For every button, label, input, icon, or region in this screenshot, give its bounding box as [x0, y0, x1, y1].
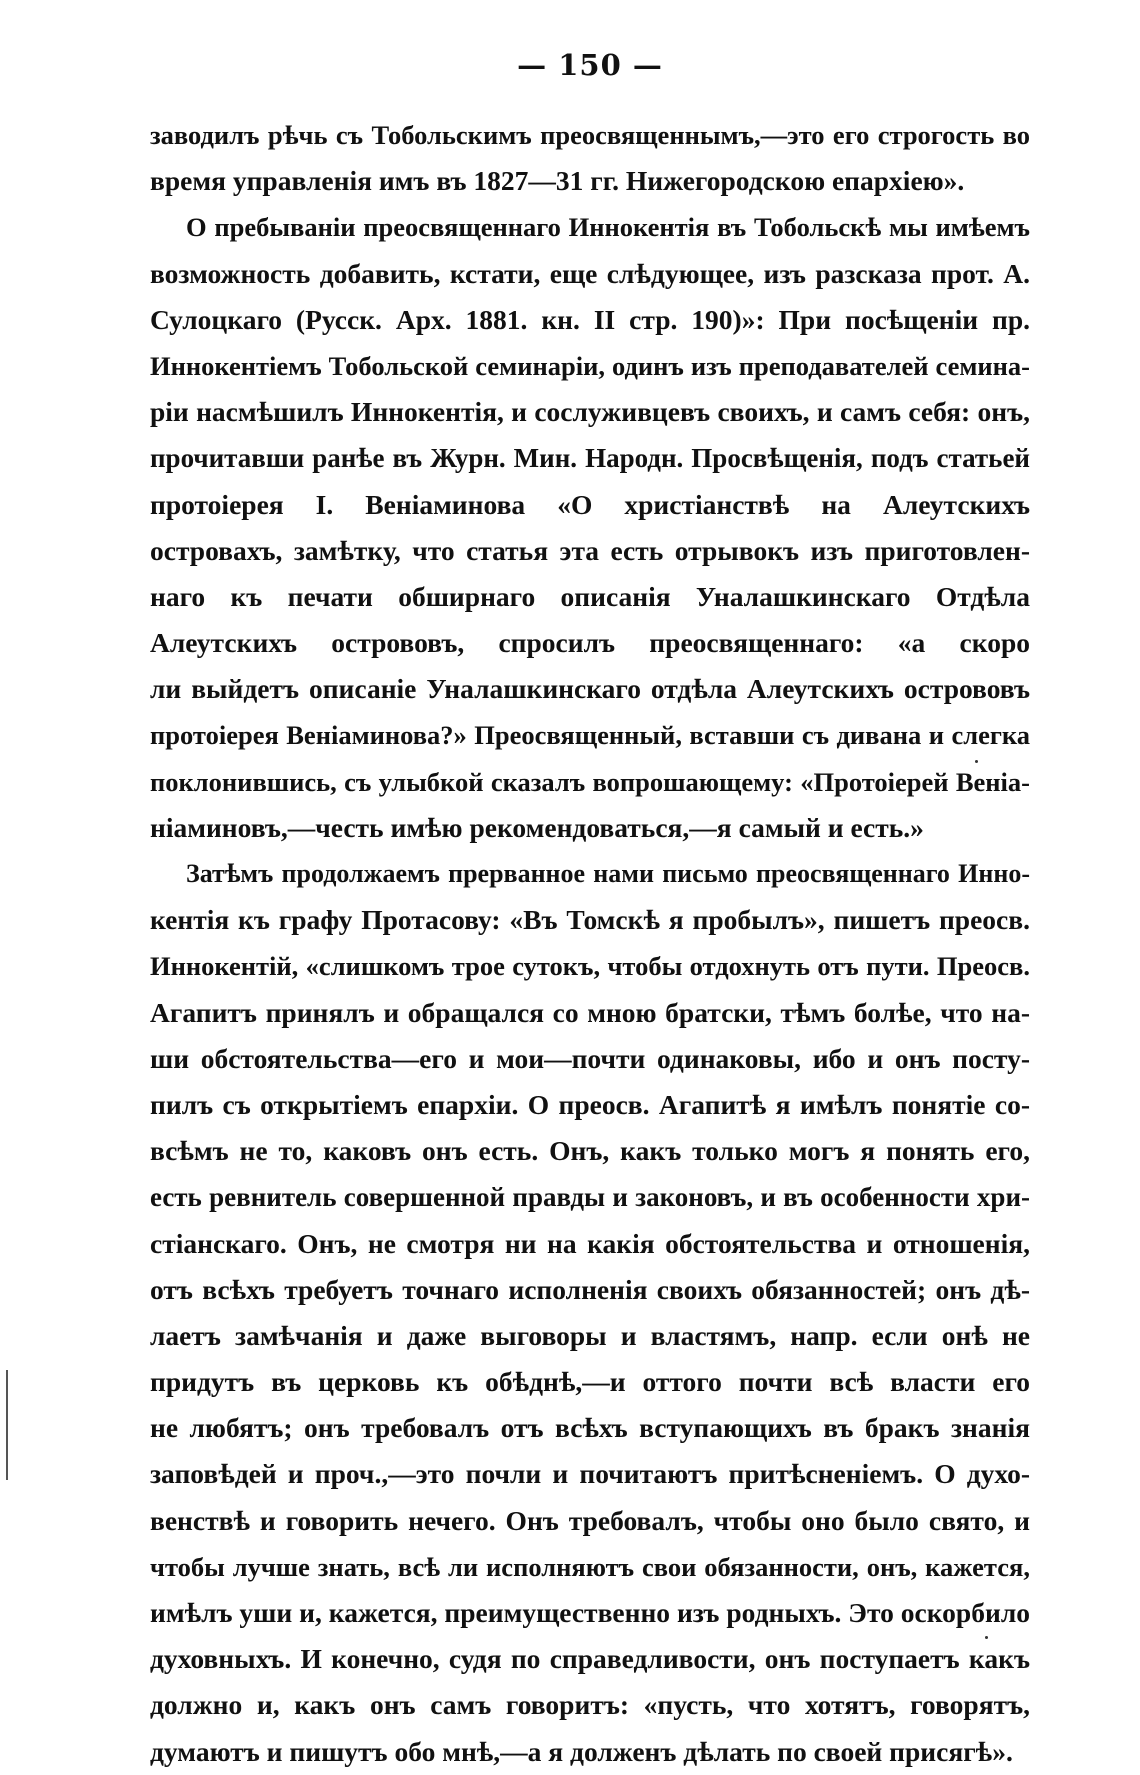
text-line-32: чтобы лучше знать, всѣ ли исполняютъ свои обязанности, онъ, кажется, [150, 1551, 1030, 1582]
text-line-33: имѣлъ уши и, кажется, преимущественно изъ родныхъ. Это оскорбило [150, 1597, 1030, 1628]
text-line-16: ніаминовъ,—честь имѣю рекомендоваться,—я самый и есть.» [150, 811, 924, 843]
text-line-19: Иннокентій, «слишкомъ трое сутокъ, чтобы отдохнуть отъ пути. Преосв. [150, 951, 1030, 982]
text-line-1: заводилъ рѣчь съ Тобольскимъ преосвященнымъ,—это его строгость во [150, 120, 1030, 150]
text-line-15: поклонившись, съ улыбкой сказалъ вопрошающему: «Протоіерей Веніа- [150, 766, 1030, 797]
text-line-28: придутъ въ церковь къ обѣднѣ,—и оттого почти всѣ власти его [150, 1366, 1030, 1398]
text-line-30: заповѣдей и проч.,—это почли и почитаютъ притѣсненіемъ. О духо- [150, 1458, 1030, 1490]
text-line-6: Иннокентіемъ Тобольской семинаріи, одинъ изъ преподавателей семина- [150, 350, 1030, 381]
text-line-17: Затѣмъ продолжаемъ прерванное нами письмо преосвященнаго Инно- [186, 859, 1030, 888]
text-line-29: не любятъ; онъ требовалъ отъ всѣхъ вступающихъ въ бракъ знанія [150, 1412, 1030, 1444]
text-line-22: пилъ съ открытіемъ епархіи. О преосв. Агапитѣ я имѣлъ понятіе со- [150, 1088, 1030, 1120]
text-line-4: возможность добавить, кстати, еще слѣдующее, изъ разсказа прот. А. [150, 257, 1030, 289]
text-line-21: ши обстоятельства—его и мои—почти одинаковы, ибо и онъ посту- [150, 1042, 1030, 1074]
text-line-23: всѣмъ не то, каковъ онъ есть. Онъ, какъ только могъ я понять его, [150, 1135, 1030, 1167]
scan-speck [975, 760, 978, 763]
text-line-27: лаетъ замѣчанія и даже выговоры и властямъ, напр. если онѣ не [150, 1319, 1030, 1351]
body-text [150, 112, 1030, 1775]
text-line-9: протоіерея І. Веніаминова «О христіанствѣ на Алеутскихъ [150, 488, 1030, 520]
text-line-25: стіанскаго. Онъ, не смотря ни на какія обстоятельства и отношенія, [150, 1227, 1030, 1259]
text-line-20: Агапитъ принялъ и обращался со мною братски, тѣмъ болѣе, что на- [150, 996, 1030, 1028]
text-line-12: Алеутскихъ острововъ, спросилъ преосвященнаго: «а скоро [150, 627, 1030, 659]
page-number: — 150 — [517, 48, 663, 82]
text-line-5: Сулоцкаго (Русск. Арх. 1881. кн. II стр. 190)»: При посѣщеніи пр. [150, 303, 1030, 335]
text-line-24: есть ревнитель совершенной правды и законовъ, и въ особенности хри- [150, 1182, 1030, 1213]
text-line-7: ріи насмѣшилъ Иннокентія, и сослуживцевъ своихъ, и самъ себя: онъ, [150, 396, 1030, 428]
text-line-14: протоіерея Веніаминова?» Преосвященный, вставши съ дивана и слегка [150, 720, 1030, 751]
text-line-3: О пребываніи преосвященнаго Иннокентія въ Тобольскѣ мы имѣемъ [186, 212, 1030, 243]
text-line-35: должно и, какъ онъ самъ говоритъ: «пусть, что хотятъ, говорятъ, [150, 1689, 1030, 1721]
text-line-26: отъ всѣхъ требуетъ точнаго исполненія своихъ обязанностей; онъ дѣ- [150, 1273, 1030, 1305]
text-line-8: прочитавши ранѣе въ Журн. Мин. Народн. Просвѣщенія, подъ статьей [150, 443, 1030, 474]
text-line-10: островахъ, замѣтку, что статья эта есть отрывокъ изъ приготовлен- [150, 534, 1030, 566]
text-line-36: думаютъ и пишутъ обо мнѣ,—а я долженъ дѣлать по своей присягѣ». [150, 1735, 1013, 1767]
text-line-34: духовныхъ. И конечно, судя по справедливости, онъ поступаетъ какъ [150, 1643, 1030, 1675]
scan-margin-mark [6, 1370, 8, 1480]
text-line-13: ли выйдетъ описаніе Уналашкинскаго отдѣла Алеутскихъ острововъ [150, 673, 1030, 705]
text-line-18: кентія къ графу Протасову: «Въ Томскѣ я пробылъ», пишетъ преосв. [150, 904, 1030, 936]
text-line-31: венствѣ и говорить нечего. Онъ требовалъ, чтобы оно было свято, и [150, 1504, 1030, 1536]
text-line-2: время управленія имъ въ 1827—31 гг. Нижегородскою епархіею». [150, 165, 965, 197]
text-line-11: наго къ печати обширнаго описанія Уналашкинскаго Отдѣла [150, 580, 1030, 612]
scan-speck [985, 1636, 988, 1639]
